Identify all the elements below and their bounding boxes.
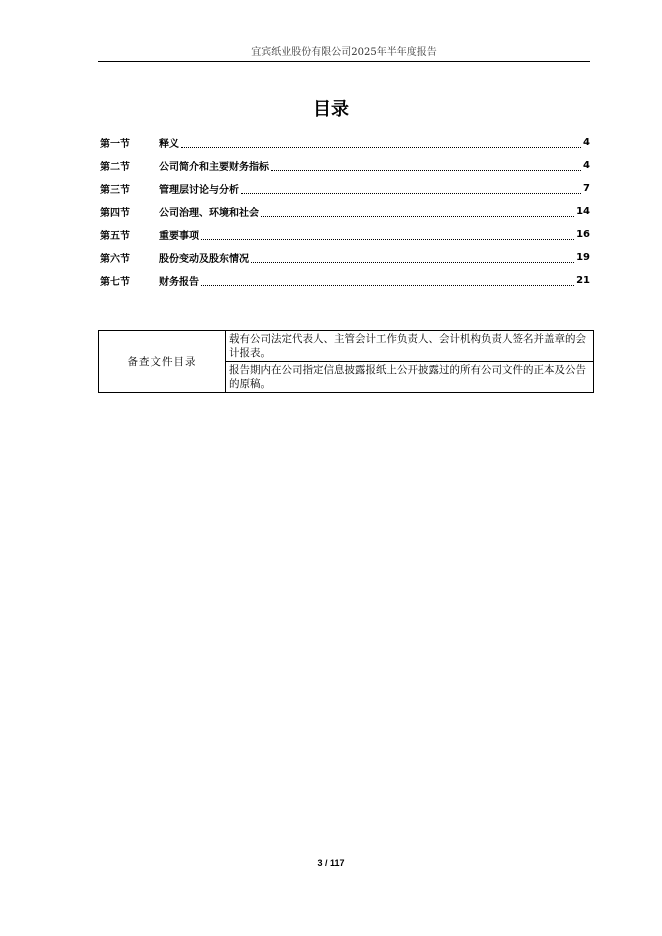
toc-section-number: 第三节 [100, 185, 130, 196]
reference-document-item: 报告期内在公司指定信息披露报纸上公开披露过的所有公司文件的正本及公告的原稿。 [226, 362, 594, 393]
toc-page-number: 7 [583, 183, 590, 194]
reference-documents-label: 备查文件目录 [99, 331, 226, 393]
toc-entry[interactable] [100, 246, 590, 269]
toc-leader-dots [241, 192, 581, 194]
toc-title: 目录 [313, 99, 349, 120]
toc-leader-dots [181, 146, 581, 148]
toc-leader-dots [261, 215, 574, 217]
toc-page-number: 4 [583, 160, 590, 171]
toc-section-number: 第五节 [100, 231, 130, 242]
toc-entry[interactable] [100, 154, 590, 177]
toc-section-name: 公司简介和主要财务指标 [159, 162, 269, 173]
toc-section-name: 股份变动及股东情况 [159, 254, 249, 265]
toc-page-number: 21 [576, 275, 590, 286]
toc-page-number: 19 [576, 252, 590, 263]
toc-section-name: 重要事项 [159, 231, 199, 242]
toc-page-number: 16 [576, 229, 590, 240]
toc-section-name: 释义 [159, 139, 179, 150]
toc-section-number: 第六节 [100, 254, 130, 265]
table-row [99, 331, 594, 362]
toc-leader-dots [271, 169, 581, 171]
toc-section-number: 第七节 [100, 277, 130, 288]
toc-entry[interactable] [100, 131, 590, 154]
toc-section-name: 财务报告 [159, 277, 199, 288]
running-header: 宜宾纸业股份有限公司2025年半年度报告 [251, 47, 437, 58]
toc-leader-dots [201, 284, 574, 286]
table-of-contents [100, 131, 590, 292]
toc-entry[interactable] [100, 223, 590, 246]
header-divider [98, 61, 590, 62]
toc-leader-dots [201, 238, 574, 240]
toc-page-number: 4 [583, 137, 590, 148]
page-number: 3 / 117 [317, 858, 345, 868]
toc-section-number: 第二节 [100, 162, 130, 173]
toc-section-number: 第四节 [100, 208, 130, 219]
toc-page-number: 14 [576, 206, 590, 217]
toc-section-number: 第一节 [100, 139, 130, 150]
reference-documents-table [98, 330, 594, 393]
toc-section-name: 公司治理、环境和社会 [159, 208, 259, 219]
reference-document-item: 载有公司法定代表人、主管会计工作负责人、会计机构负责人签名并盖章的会计报表。 [226, 331, 594, 362]
toc-section-name: 管理层讨论与分析 [159, 185, 239, 196]
toc-entry[interactable] [100, 269, 590, 292]
toc-leader-dots [251, 261, 574, 263]
toc-entry[interactable] [100, 177, 590, 200]
toc-entry[interactable] [100, 200, 590, 223]
